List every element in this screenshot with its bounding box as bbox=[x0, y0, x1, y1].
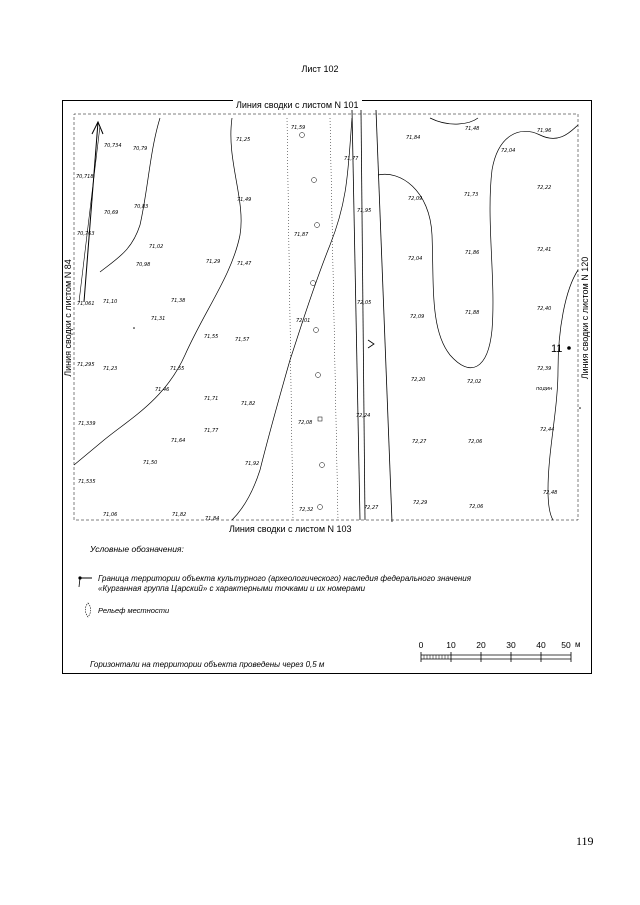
legend-title: Условные обозначения: bbox=[90, 544, 184, 554]
scale-tick-label: 10 bbox=[446, 640, 456, 650]
elevation-label: 72,44 bbox=[540, 427, 555, 433]
elevation-label: 71,82 bbox=[172, 512, 187, 518]
sheet-title: Лист 102 bbox=[301, 64, 339, 74]
road-direction-icon bbox=[368, 340, 374, 348]
elevation-label: 70,83 bbox=[134, 204, 149, 210]
scale-unit: м bbox=[575, 640, 581, 649]
road-line-1 bbox=[352, 110, 360, 520]
relief-circle-icon bbox=[314, 328, 319, 333]
elevation-label: 70,79 bbox=[133, 146, 148, 152]
point-sublabel: подин bbox=[536, 386, 553, 392]
elevation-label: 71,84 bbox=[205, 516, 220, 522]
page-number: 119 bbox=[576, 834, 594, 848]
elevation-label: 70,763 bbox=[77, 231, 95, 237]
scale-tick-label: 40 bbox=[536, 640, 546, 650]
legend-boundary-text-1: Граница территории объекта культурного (археологического) наследия федерального значения bbox=[98, 574, 472, 583]
survey-dot bbox=[579, 407, 581, 409]
elevation-label: 71,535 bbox=[78, 479, 96, 485]
elevation-label: 71,64 bbox=[171, 438, 186, 444]
elevation-label: 71,46 bbox=[155, 387, 170, 393]
elevation-label: 71,55 bbox=[170, 366, 185, 372]
elevation-label: 72,27 bbox=[412, 439, 427, 445]
elevation-label: 71,57 bbox=[235, 337, 250, 343]
scale-tick-label: 50 bbox=[561, 640, 571, 650]
elevation-label: 72,06 bbox=[468, 439, 483, 445]
elevation-label: 72,27 bbox=[364, 505, 379, 511]
elevation-label: 71,84 bbox=[406, 135, 421, 141]
boundary-line bbox=[84, 122, 98, 302]
elevation-label: 70,718 bbox=[76, 174, 94, 180]
elevation-label: 71,02 bbox=[149, 244, 164, 250]
scale-tick-label: 20 bbox=[476, 640, 486, 650]
elevation-label: 71,77 bbox=[344, 156, 359, 162]
elevation-label: 71,339 bbox=[78, 421, 96, 427]
elevation-label: 72,24 bbox=[356, 413, 371, 419]
elevation-label: 71,295 bbox=[77, 362, 95, 368]
elevation-label: 72,04 bbox=[501, 148, 516, 154]
edge-label-left: Линия сводки с листом N 84 bbox=[63, 259, 73, 377]
elevation-label: 71,71 bbox=[204, 396, 219, 402]
elevation-label: 71,23 bbox=[103, 366, 118, 372]
elevation-label: 71,061 bbox=[77, 301, 95, 307]
elevation-label: 71,10 bbox=[103, 299, 118, 305]
elevation-label: 72,05 bbox=[357, 300, 372, 306]
elevation-label: 72,41 bbox=[537, 247, 552, 253]
elevation-label: 71,88 bbox=[465, 310, 480, 316]
legend-relief-text: Рельеф местности bbox=[98, 606, 170, 615]
elevation-label: 71,87 bbox=[294, 232, 309, 238]
elevation-label: 72,48 bbox=[543, 490, 558, 496]
elevation-label: 72,20 bbox=[411, 377, 426, 383]
elevation-label: 72,09 bbox=[410, 314, 425, 320]
elevation-label: 71,96 bbox=[537, 128, 552, 134]
elevation-label: 71,73 bbox=[464, 192, 479, 198]
elevation-label: 71,86 bbox=[465, 250, 480, 256]
road-line-3 bbox=[376, 110, 392, 522]
corridor-edge-right bbox=[330, 118, 338, 520]
relief-circle-icon bbox=[300, 133, 305, 138]
relief-circle-icon bbox=[311, 281, 316, 286]
elevation-label: 72,29 bbox=[413, 500, 428, 506]
elevation-label: 72,02 bbox=[467, 379, 482, 385]
elevation-label: 71,59 bbox=[291, 125, 306, 131]
contour-line bbox=[74, 118, 241, 465]
scale-tick-label: 0 bbox=[418, 640, 424, 650]
elevation-label: 71,06 bbox=[103, 512, 118, 518]
boundary-point-icon bbox=[567, 346, 571, 350]
edge-label-bottom: Линия сводки с листом N 103 bbox=[226, 524, 355, 534]
edge-label-right: Линия сводки с листом N 120 bbox=[580, 256, 590, 380]
boundary-line bbox=[79, 126, 100, 302]
elevation-label: 71,92 bbox=[245, 461, 260, 467]
relief-square-icon bbox=[318, 417, 322, 421]
elevation-label: 72,01 bbox=[296, 318, 311, 324]
elevation-labels bbox=[76, 125, 557, 522]
elevation-label: 71,95 bbox=[357, 208, 372, 214]
elevation-label: 70,69 bbox=[104, 210, 119, 216]
contour-footnote: Горизонтали на территории объекта проведены через 0,5 м bbox=[90, 660, 325, 669]
road-line-2 bbox=[361, 110, 365, 520]
elevation-label: 71,25 bbox=[236, 137, 251, 143]
boundary-point-number: 11 bbox=[551, 343, 563, 355]
elevation-label: 72,22 bbox=[537, 185, 552, 191]
scale-bar bbox=[421, 652, 571, 662]
elevation-label: 71,55 bbox=[204, 334, 219, 340]
contour-line bbox=[430, 118, 478, 124]
relief-circle-icon bbox=[312, 178, 317, 183]
elevation-label: 71,49 bbox=[237, 197, 252, 203]
relief-circle-icon bbox=[315, 223, 320, 228]
elevation-label: 71,77 bbox=[204, 428, 219, 434]
elevation-label: 71,82 bbox=[241, 401, 256, 407]
elevation-label: 72,39 bbox=[537, 366, 552, 372]
elevation-label: 72,40 bbox=[537, 306, 552, 312]
legend-relief-icon bbox=[85, 603, 90, 617]
scale-tick-label: 30 bbox=[506, 640, 516, 650]
relief-circle-icon bbox=[318, 505, 323, 510]
contour-line bbox=[548, 270, 578, 520]
elevation-label: 71,47 bbox=[237, 261, 252, 267]
legend-boundary-text-2: «Курганная группа Царский» с характерными точками и их номерами bbox=[98, 584, 366, 593]
elevation-label: 72,04 bbox=[408, 256, 423, 262]
elevation-label: 72,08 bbox=[298, 420, 313, 426]
elevation-label: 72,32 bbox=[299, 507, 314, 513]
relief-circle-icon bbox=[316, 373, 321, 378]
elevation-label: 70,98 bbox=[136, 262, 151, 268]
elevation-label: 71,29 bbox=[206, 259, 221, 265]
elevation-label: 71,31 bbox=[151, 316, 166, 322]
elevation-label: 71,50 bbox=[143, 460, 158, 466]
elevation-label: 71,38 bbox=[171, 298, 186, 304]
elevation-label: 71,48 bbox=[465, 126, 480, 132]
survey-dot bbox=[133, 327, 135, 329]
elevation-label: 72,06 bbox=[469, 504, 484, 510]
relief-circle-icon bbox=[320, 463, 325, 468]
elevation-label: 72,09 bbox=[408, 196, 423, 202]
edge-label-top: Линия сводки с листом N 101 bbox=[233, 100, 362, 110]
elevation-label: 70,734 bbox=[104, 143, 122, 149]
corridor-edge-left bbox=[287, 118, 293, 520]
